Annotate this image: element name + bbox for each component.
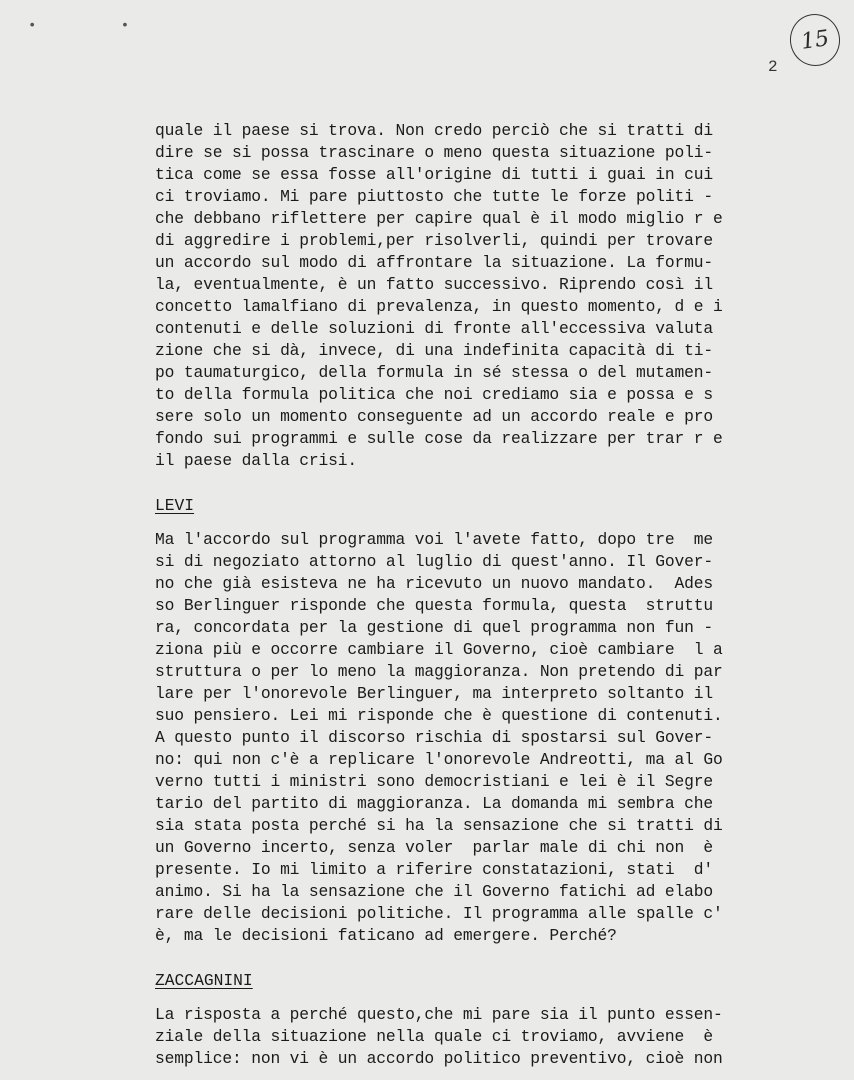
text-line: verno tutti i ministri sono democristiani e lei è il Segre	[155, 772, 713, 791]
text-line: ziale della situazione nella quale ci troviamo, avviene è	[155, 1027, 713, 1046]
text-line: un Governo incerto, senza voler parlar male di chi non è	[155, 838, 713, 857]
text-line: suo pensiero. Lei mi risponde che è questione di contenuti.	[155, 706, 723, 725]
text-line: tica come se essa fosse all'origine di tutti i guai in cui	[155, 165, 713, 184]
text-line: di aggredire i problemi,per risolverli, quindi per trovare	[155, 231, 713, 250]
text-line: il paese dalla crisi.	[155, 451, 358, 470]
text-line: ci troviamo. Mi pare piuttosto che tutte le forze politi -	[155, 187, 713, 206]
page-stamp: 15	[787, 11, 844, 69]
text-line: no che già esisteva ne ha ricevuto un nuovo mandato. Ades	[155, 574, 713, 593]
text-line: un accordo sul modo di affrontare la situazione. La formu-	[155, 253, 713, 272]
margin-dots: • •	[28, 18, 168, 34]
text-line: tario del partito di maggioranza. La domanda mi sembra che	[155, 794, 713, 813]
text-line: A questo punto il discorso rischia di spostarsi sul Gover-	[155, 728, 713, 747]
speaker-zaccagnini: ZACCAGNINI	[155, 971, 253, 990]
text-line: La risposta a perché questo,che mi pare sia il punto essen-	[155, 1005, 723, 1024]
text-line: ra, concordata per la gestione di quel programma non fun -	[155, 618, 713, 637]
text-line: po taumaturgico, della formula in sé stessa o del mutamen-	[155, 363, 713, 382]
text-line: so Berlinguer risponde che questa formula, questa struttu	[155, 596, 713, 615]
text-line: dire se si possa trascinare o meno questa situazione poli-	[155, 143, 713, 162]
text-line: animo. Si ha la sensazione che il Governo fatichi ad elabo	[155, 882, 713, 901]
page-number: 2	[768, 58, 778, 76]
text-line: zione che si dà, invece, di una indefinita capacità di ti-	[155, 341, 713, 360]
speaker-levi: LEVI	[155, 496, 195, 515]
text-line: che debbano riflettere per capire qual è il modo miglio r e	[155, 209, 723, 228]
text-line: fondo sui programmi e sulle cose da realizzare per trar r e	[155, 429, 723, 448]
text-line: sere solo un momento conseguente ad un accordo reale e pro	[155, 407, 713, 426]
text-line: to della formula politica che noi crediamo sia e possa e s	[155, 385, 713, 404]
text-line: si di negoziato attorno al luglio di quest'anno. Il Gover-	[155, 552, 713, 571]
text-line: concetto lamalfiano di prevalenza, in questo momento, d e i	[155, 297, 723, 316]
transcript-body	[155, 120, 795, 1070]
text-line: sia stata posta perché si ha la sensazione che si tratti di	[155, 816, 723, 835]
text-line: no: qui non c'è a replicare l'onorevole Andreotti, ma al Go	[155, 750, 723, 769]
text-line: contenuti e delle soluzioni di fronte all'eccessiva valuta	[155, 319, 713, 338]
text-line: quale il paese si trova. Non credo perciò che si tratti di	[155, 121, 713, 140]
text-line: è, ma le decisioni faticano ad emergere. Perché?	[155, 926, 617, 945]
text-line: Ma l'accordo sul programma voi l'avete fatto, dopo tre me	[155, 530, 713, 549]
text-line: lare per l'onorevole Berlinguer, ma interpreto soltanto il	[155, 684, 713, 703]
paragraph-3	[155, 1004, 795, 1070]
paragraph-2	[155, 529, 795, 947]
text-line: presente. Io mi limito a riferire constatazioni, stati d'	[155, 860, 713, 879]
text-line: struttura o per lo meno la maggioranza. Non pretendo di par	[155, 662, 723, 681]
text-line: ziona più e occorre cambiare il Governo, cioè cambiare l a	[155, 640, 723, 659]
text-line: la, eventualmente, è un fatto successivo. Riprendo così il	[155, 275, 713, 294]
text-line: rare delle decisioni politiche. Il programma alle spalle c'	[155, 904, 723, 923]
paragraph-1	[155, 120, 795, 472]
text-line: semplice: non vi è un accordo politico preventivo, cioè non	[155, 1049, 723, 1068]
